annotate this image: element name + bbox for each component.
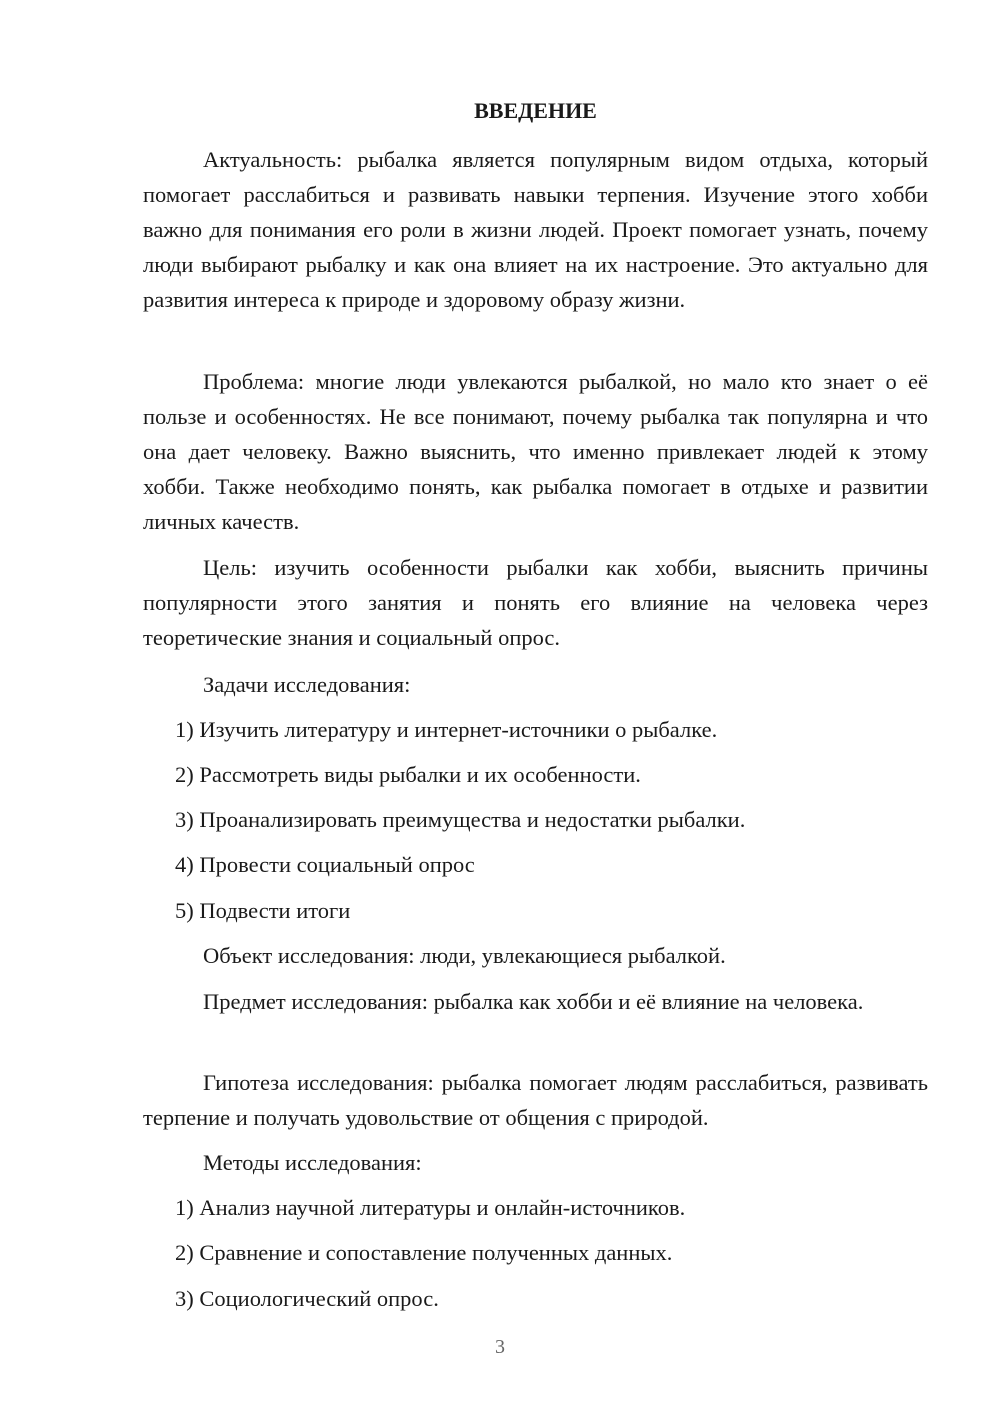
goal-paragraph: Цель: изучить особенности рыбалки как хобби, выяснить причины популярности этого занятия и понять его влияние на человека через теоретические знания и социальный опрос. bbox=[143, 555, 928, 650]
page-number: 3 bbox=[495, 1336, 505, 1358]
methods-heading: Методы исследования: bbox=[203, 1150, 422, 1175]
object-paragraph: Объект исследования: люди, увлекающиеся рыбалкой. bbox=[203, 943, 726, 968]
problem-paragraph: Проблема: многие люди увлекаются рыбалкой, но мало кто знает о её пользе и особенностях. Не все понимают, почему рыбалка так популярна и что она дает человеку. Важно выяснить, что именно привлекает людей к этому хобби. Также необходимо понять, как рыбалка помогает в отдыхе и развитии личных качеств. bbox=[143, 369, 928, 534]
task-item-3: 3) Проанализировать преимущества и недостатки рыбалки. bbox=[175, 807, 746, 832]
method-item-1: 1) Анализ научной литературы и онлайн-источников. bbox=[175, 1195, 686, 1220]
method-item-2: 2) Сравнение и сопоставление полученных данных. bbox=[175, 1240, 673, 1265]
relevance-paragraph: Актуальность: рыбалка является популярным видом отдыха, который помогает расслабиться и развивать навыки терпения. Изучение этого хобби важно для понимания его роли в жизни людей. Проект помогает узнать, почему люди выбирают рыбалку и как она влияет на их настроение. Это актуально для развития интереса к природе и здоровому образу жизни. bbox=[143, 147, 928, 312]
task-item-2: 2) Рассмотреть виды рыбалки и их особенности. bbox=[175, 762, 641, 787]
hypothesis-paragraph: Гипотеза исследования: рыбалка помогает людям расслабиться, развивать терпение и получать удовольствие от общения с природой. bbox=[143, 1070, 928, 1130]
subject-paragraph: Предмет исследования: рыбалка как хобби и её влияние на человека. bbox=[203, 989, 864, 1014]
method-item-3: 3) Социологический опрос. bbox=[175, 1286, 439, 1311]
tasks-heading: Задачи исследования: bbox=[203, 672, 411, 697]
page-title: ВВЕДЕНИЕ bbox=[474, 98, 597, 123]
task-item-5: 5) Подвести итоги bbox=[175, 898, 351, 923]
task-item-4: 4) Провести социальный опрос bbox=[175, 852, 475, 877]
task-item-1: 1) Изучить литературу и интернет-источники о рыбалке. bbox=[175, 717, 718, 742]
